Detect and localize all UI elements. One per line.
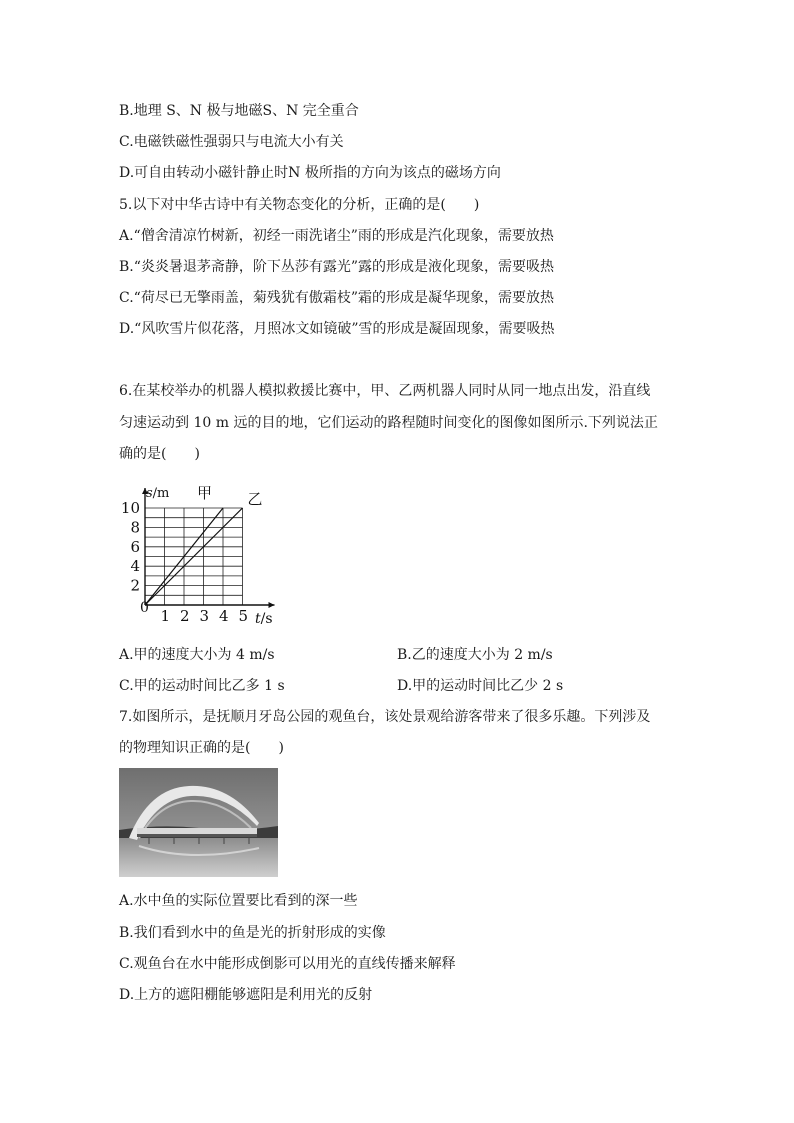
q6-option-c: C.甲的运动时间比乙多 1 s: [119, 678, 285, 694]
q5-option-b: B.“炎炎暑退茅斋静，阶下丛莎有露光”露的形成是液化现象，需要吸热: [119, 259, 555, 275]
q7-stem-line1: 7.如图所示，是抚顺月牙岛公园的观鱼台，该处景观给游客带来了很多乐趣。下列涉及: [119, 709, 651, 725]
fish-viewing-platform-photo: [119, 768, 278, 877]
y-axis-label: s/m: [146, 486, 170, 501]
q7-stem-line2: 的物理知识正确的是( ): [119, 740, 284, 756]
y-tick-label: 2: [130, 576, 140, 595]
series-label: 乙: [247, 490, 263, 508]
y-tick-label: 8: [130, 518, 140, 537]
q6-stem-line3: 确的是( ): [119, 446, 200, 462]
q6-stem-line1: 6.在某校举办的机器人模拟救援比赛中，甲、乙两机器人同时从同一地点出发，沿直线: [119, 383, 651, 399]
y-tick-label: 6: [130, 537, 140, 556]
q4-option-b: B.地理 S、N 极与地磁S、N 完全重合: [119, 103, 359, 119]
q4-option-c: C.电磁铁磁性强弱只与电流大小有关: [119, 134, 344, 150]
q4-option-d: D.可自由转动小磁针静止时N 极所指的方向为该点的磁场方向: [119, 165, 501, 181]
q5-option-d: D.“风吹雪片似花落，月照冰文如镜破”雪的形成是凝固现象，需要吸热: [119, 321, 555, 337]
q5-option-a: A.“僧舍清凉竹树新，初经一雨洗诸尘”雨的形成是汽化现象，需要放热: [119, 228, 554, 244]
x-axis-arrow: [269, 602, 275, 608]
x-tick-label: 3: [199, 607, 210, 625]
distance-time-chart: [118, 482, 288, 632]
q7-option-c: C.观鱼台在水中能形成倒影可以用光的直线传播来解释: [119, 956, 456, 972]
origin-label: 0: [140, 600, 149, 616]
x-axis-label: t/s: [255, 611, 273, 627]
q6-option-d: D.甲的运动时间比乙少 2 s: [397, 678, 564, 694]
q6-option-b: B.乙的速度大小为 2 m/s: [397, 647, 553, 663]
q6-option-a: A.甲的速度大小为 4 m/s: [119, 647, 275, 663]
q7-option-b: B.我们看到水中的鱼是光的折射形成的实像: [119, 925, 386, 941]
q6-stem-line2: 匀速运动到 10 m 远的目的地，它们运动的路程随时间变化的图像如图所示.下列说法正: [119, 415, 658, 431]
x-tick-label: 2: [180, 607, 190, 625]
x-tick-label: 5: [238, 607, 249, 625]
q7-option-d: D.上方的遮阳棚能够遮阳是利用光的反射: [119, 987, 373, 1003]
q7-option-a: A.水中鱼的实际位置要比看到的深一些: [119, 893, 358, 909]
x-tick-label: 4: [219, 607, 229, 625]
q5-stem: 5.以下对中华古诗中有关物态变化的分析，正确的是( ): [119, 197, 480, 213]
q5-option-c: C.“荷尽已无擎雨盖，菊残犹有傲霜枝”霜的形成是凝华现象，需要放热: [119, 290, 554, 306]
x-tick-label: 1: [160, 607, 171, 625]
y-tick-label: 4: [130, 557, 140, 576]
y-tick-label: 10: [120, 499, 140, 517]
series-label: 甲: [197, 484, 213, 502]
